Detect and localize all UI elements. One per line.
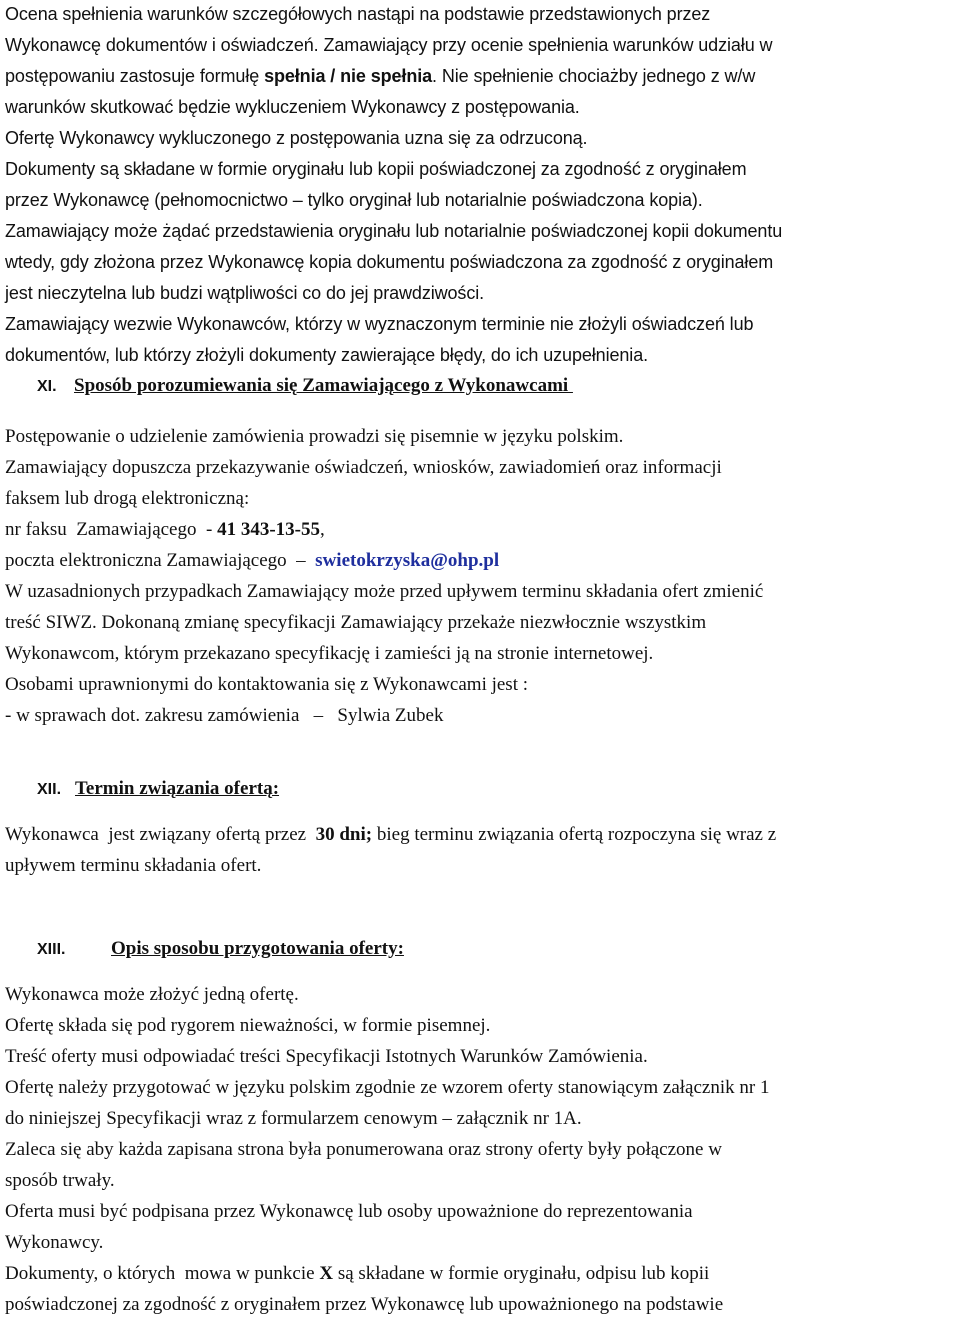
text-line: Zamawiający dopuszcza przekazywanie oświadczeń, wniosków, zawiadomień oraz informacji bbox=[5, 457, 722, 478]
text-line: poświadczonej za zgodność z oryginałem przez Wykonawcę lub upoważnionego na podstawie bbox=[5, 1294, 724, 1315]
text-line: Ofertę składa się pod rygorem nieważności, w formie pisemnej. bbox=[5, 1015, 491, 1036]
text-line: postępowaniu zastosuje formułę spełnia / nie spełnia. Nie spełnienie chociażby jednego z w/w bbox=[5, 66, 756, 86]
email-link[interactable]: swietokrzyska@ohp.pl bbox=[315, 550, 500, 571]
text-line: Ocena spełnienia warunków szczegółowych nastąpi na podstawie przedstawionych przez bbox=[5, 4, 711, 24]
text-line: sposób trwały. bbox=[5, 1170, 115, 1191]
text-line: przez Wykonawcę (pełnomocnictwo – tylko oryginał lub notarialnie poświadczona kopia). bbox=[5, 190, 703, 210]
text-line: jest nieczytelna lub budzi wątpliwości co do jej prawdziwości. bbox=[5, 283, 485, 303]
text-line: upływem terminu składania ofert. bbox=[5, 855, 262, 876]
fax-number: 41 343-13-55 bbox=[217, 519, 320, 540]
text-line: Wykonawcę dokumentów i oświadczeń. Zamawiający przy ocenie spełnienia warunków udziału w bbox=[5, 35, 773, 55]
section-number: XIII. bbox=[37, 941, 66, 958]
text-line: Zamawiający wezwie Wykonawców, którzy w wyznaczonym terminie nie złożyli oświadczeń lub bbox=[5, 314, 754, 334]
text-line: Wykonawcy. bbox=[5, 1232, 104, 1253]
section-title: Sposób porozumiewania się Zamawiającego z Wykonawcami bbox=[74, 375, 573, 396]
email-line: poczta elektroniczna Zamawiającego – swietokrzyska@ohp.pl bbox=[5, 550, 500, 571]
text-line: Zaleca się aby każda zapisana strona była ponumerowana oraz strony oferty były połączone w bbox=[5, 1139, 722, 1160]
text-line: Ofertę Wykonawcy wykluczonego z postępowania uzna się za odrzuconą. bbox=[5, 128, 588, 148]
text-line: treść SIWZ. Dokonaną zmianę specyfikacji Zamawiający przekaże niezwłocznie wszystkim bbox=[5, 612, 707, 633]
text-line: Oferta musi być podpisana przez Wykonawcę lub osoby upoważnione do reprezentowania bbox=[5, 1201, 693, 1222]
text-line: Wykonawca może złożyć jedną ofertę. bbox=[5, 984, 299, 1005]
emphasis-text: 30 dni; bbox=[315, 824, 373, 845]
text-line: W uzasadnionych przypadkach Zamawiający może przed upływem terminu składania ofert zmienić bbox=[5, 581, 764, 602]
text-line: Wykonawcom, którym przekazano specyfikację i zamieści ją na stronie internetowej. bbox=[5, 643, 654, 664]
text-line: Zamawiający może żądać przedstawienia oryginału lub notarialnie poświadczonej kopii dokumentu bbox=[5, 221, 783, 241]
text-line: Dokumenty są składane w formie oryginału lub kopii poświadczonej za zgodność z oryginałem bbox=[5, 159, 747, 179]
text-line: wtedy, gdy złożona przez Wykonawcę kopia dokumentu poświadczona za zgodność z oryginałem bbox=[5, 252, 774, 272]
text-line: Osobami uprawnionymi do kontaktowania się z Wykonawcami jest : bbox=[5, 674, 529, 695]
text-line: Ofertę należy przygotować w języku polskim zgodnie ze wzorem oferty stanowiącym załącznik nr 1 bbox=[5, 1077, 770, 1098]
emphasis-text: spełnia / nie spełnia bbox=[264, 66, 433, 86]
text-line: dokumentów, lub którzy złożyli dokumenty zawierające błędy, do ich uzupełnienia. bbox=[5, 345, 649, 365]
text-line: Postępowanie o udzielenie zamówienia prowadzi się pisemnie w języku polskim. bbox=[5, 426, 624, 447]
text-line: warunków skutkować będzie wykluczeniem Wykonawcy z postępowania. bbox=[5, 97, 580, 117]
text-line: do niniejszej Specyfikacji wraz z formularzem cenowym – załącznik nr 1A. bbox=[5, 1108, 582, 1129]
text-line: Treść oferty musi odpowiadać treści Specyfikacji Istotnych Warunków Zamówienia. bbox=[5, 1046, 648, 1067]
section-number: XI. bbox=[37, 378, 57, 395]
section-title: Opis sposobu przygotowania oferty: bbox=[111, 938, 404, 959]
fax-line: nr faksu Zamawiającego - 41 343-13-55, bbox=[5, 519, 325, 540]
text-line: Dokumenty, o których mowa w punkcie X są składane w formie oryginału, odpisu lub kopii bbox=[5, 1263, 710, 1284]
section-title: Termin związania ofertą: bbox=[75, 778, 280, 799]
text-line: faksem lub drogą elektroniczną: bbox=[5, 488, 250, 509]
emphasis-text: X bbox=[319, 1263, 334, 1284]
section-number: XII. bbox=[37, 781, 62, 798]
text-line: - w sprawach dot. zakresu zamówienia – Sylwia Zubek bbox=[5, 705, 444, 726]
text-line: Wykonawca jest związany ofertą przez 30 dni; bieg terminu związania ofertą rozpoczyna się wraz z bbox=[5, 824, 777, 845]
